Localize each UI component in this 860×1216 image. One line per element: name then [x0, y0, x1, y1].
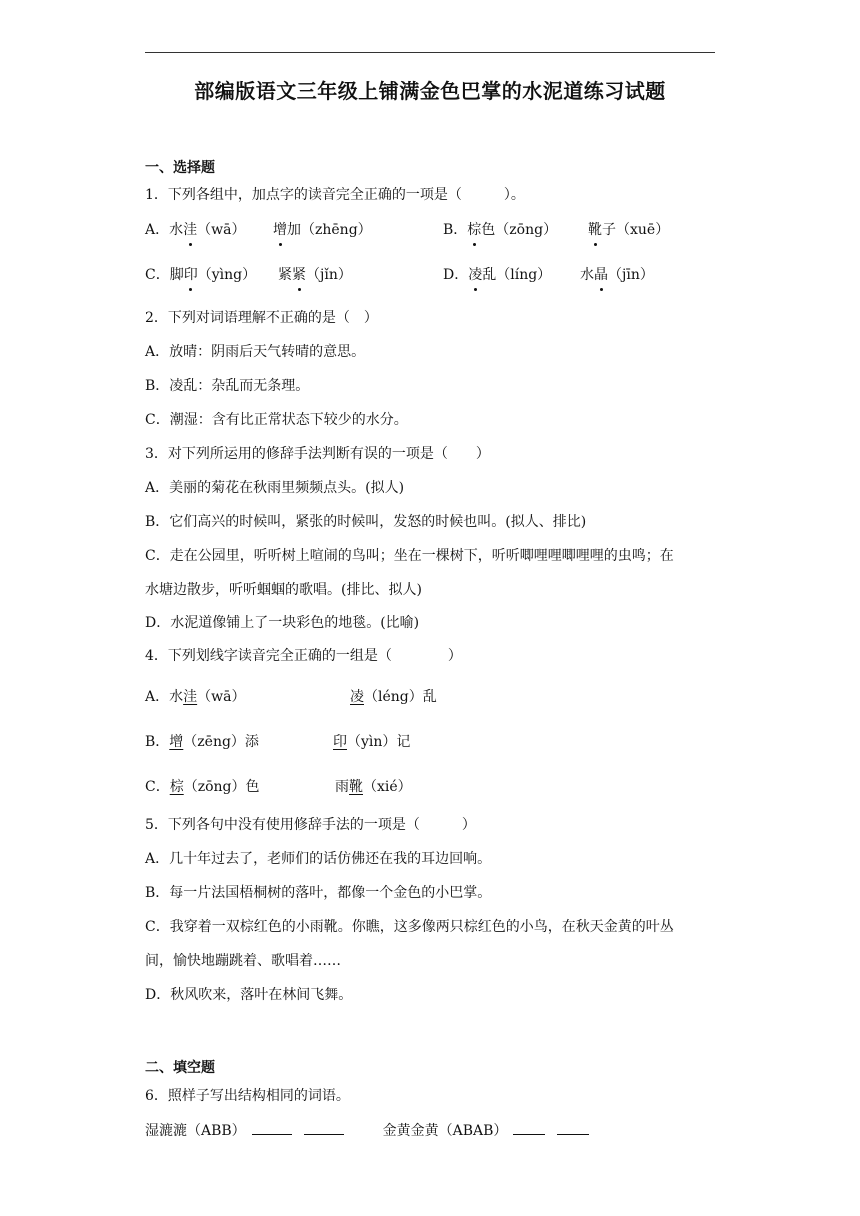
q1-options-ab: [145, 219, 725, 241]
q6-blank-2[interactable]: [304, 1120, 344, 1135]
q2-option-b: B．凌乱：杂乱而无条理。: [145, 378, 310, 394]
q1-option-b1: B．棕色（zōng）: [443, 219, 557, 241]
q2-option-c: C．潮湿：含有比正常状态下较少的水分。: [145, 412, 408, 428]
q4-option-b1: B．增（zēng）添: [145, 734, 259, 750]
q1-option-c1: C．脚印（yìng）: [145, 264, 256, 286]
q5-option-c-line1: C．我穿着一双棕红色的小雨靴。你瞧，这多像两只棕红色的小鸟，在秋天金黄的叶丛: [145, 919, 674, 935]
q5-stem: 5．下列各句中没有使用修辞手法的一项是（ ）: [145, 817, 476, 833]
q1-options-cd: [145, 264, 725, 286]
page-title: 部编版语文三年级上铺满金色巴掌的水泥道练习试题: [194, 79, 666, 103]
q5-option-a: A．几十年过去了，老师们的话仿佛还在我的耳边回响。: [145, 851, 492, 867]
q4-option-c1: C．棕（zōng）色: [145, 779, 260, 795]
q4-option-a: [145, 686, 725, 708]
q5-option-b: B．每一片法国梧桐树的落叶，都像一个金色的小巴掌。: [145, 885, 492, 901]
q1-option-d2: 水晶（jīn）: [580, 264, 654, 286]
section-heading-choice: 一、选择题: [145, 160, 215, 176]
q1-option-a1: A．水洼（wā）: [145, 219, 245, 241]
q3-stem: 3．对下列所运用的修辞手法判断有误的一项是（ ）: [145, 446, 490, 462]
q4-option-c: [145, 776, 725, 798]
q4-stem: 4．下列划线字读音完全正确的一组是（ ）: [145, 648, 462, 664]
q3-option-c-line2: 水塘边散步，听听蝈蝈的歌唱。(排比、拟人): [145, 582, 422, 598]
q6-stem: 6．照样子写出结构相同的词语。: [145, 1088, 350, 1104]
q6-blank-1[interactable]: [252, 1120, 292, 1135]
header-rule: [145, 52, 715, 53]
section-heading-fill: 二、填空题: [145, 1060, 215, 1076]
q1-option-a2: 增加（zhēng）: [273, 219, 372, 241]
q6-example-abab: 金黄金黄（ABAB）: [382, 1123, 508, 1139]
q6-examples: [145, 1120, 595, 1141]
q6-blank-4[interactable]: [557, 1120, 589, 1135]
q3-option-b: B．它们高兴的时候叫，紧张的时候叫，发怒的时候也叫。(拟人、排比): [145, 514, 587, 530]
q4-option-b2: 印（yìn）记: [333, 734, 411, 750]
q6-blank-3[interactable]: [513, 1120, 545, 1135]
q6-example-abb: 湿漉漉（ABB）: [145, 1123, 246, 1139]
q5-option-d: D．秋风吹来，落叶在林间飞舞。: [145, 987, 353, 1003]
q1-option-b2: 靴子（xuē）: [588, 219, 669, 241]
q1-option-d1: D．凌乱（líng）: [443, 264, 551, 286]
q1-stem: 1．下列各组中，加点字的读音完全正确的一项是（ ）。: [145, 187, 525, 203]
q3-option-d: D．水泥道像铺上了一块彩色的地毯。(比喻): [145, 615, 420, 631]
q4-option-a1: A．水洼（wā）: [145, 689, 246, 705]
q5-option-c-line2: 间，愉快地蹦跳着、歌唱着……: [145, 953, 341, 969]
q4-option-c2: 雨靴（xié）: [335, 779, 412, 795]
q2-option-a: A．放晴：阴雨后天气转晴的意思。: [145, 344, 366, 360]
q3-option-a: A．美丽的菊花在秋雨里频频点头。(拟人): [145, 480, 405, 496]
q1-option-c2: 紧紧（jǐn）: [278, 264, 352, 286]
q3-option-c-line1: C．走在公园里，听听树上喧闹的鸟叫；坐在一棵树下，听听唧哩哩唧哩哩的虫鸣；在: [145, 548, 674, 564]
q2-stem: 2．下列对词语理解不正确的是（ ）: [145, 310, 378, 326]
q4-option-a2: 凌（léng）乱: [350, 689, 437, 705]
q4-option-b: [145, 731, 725, 753]
